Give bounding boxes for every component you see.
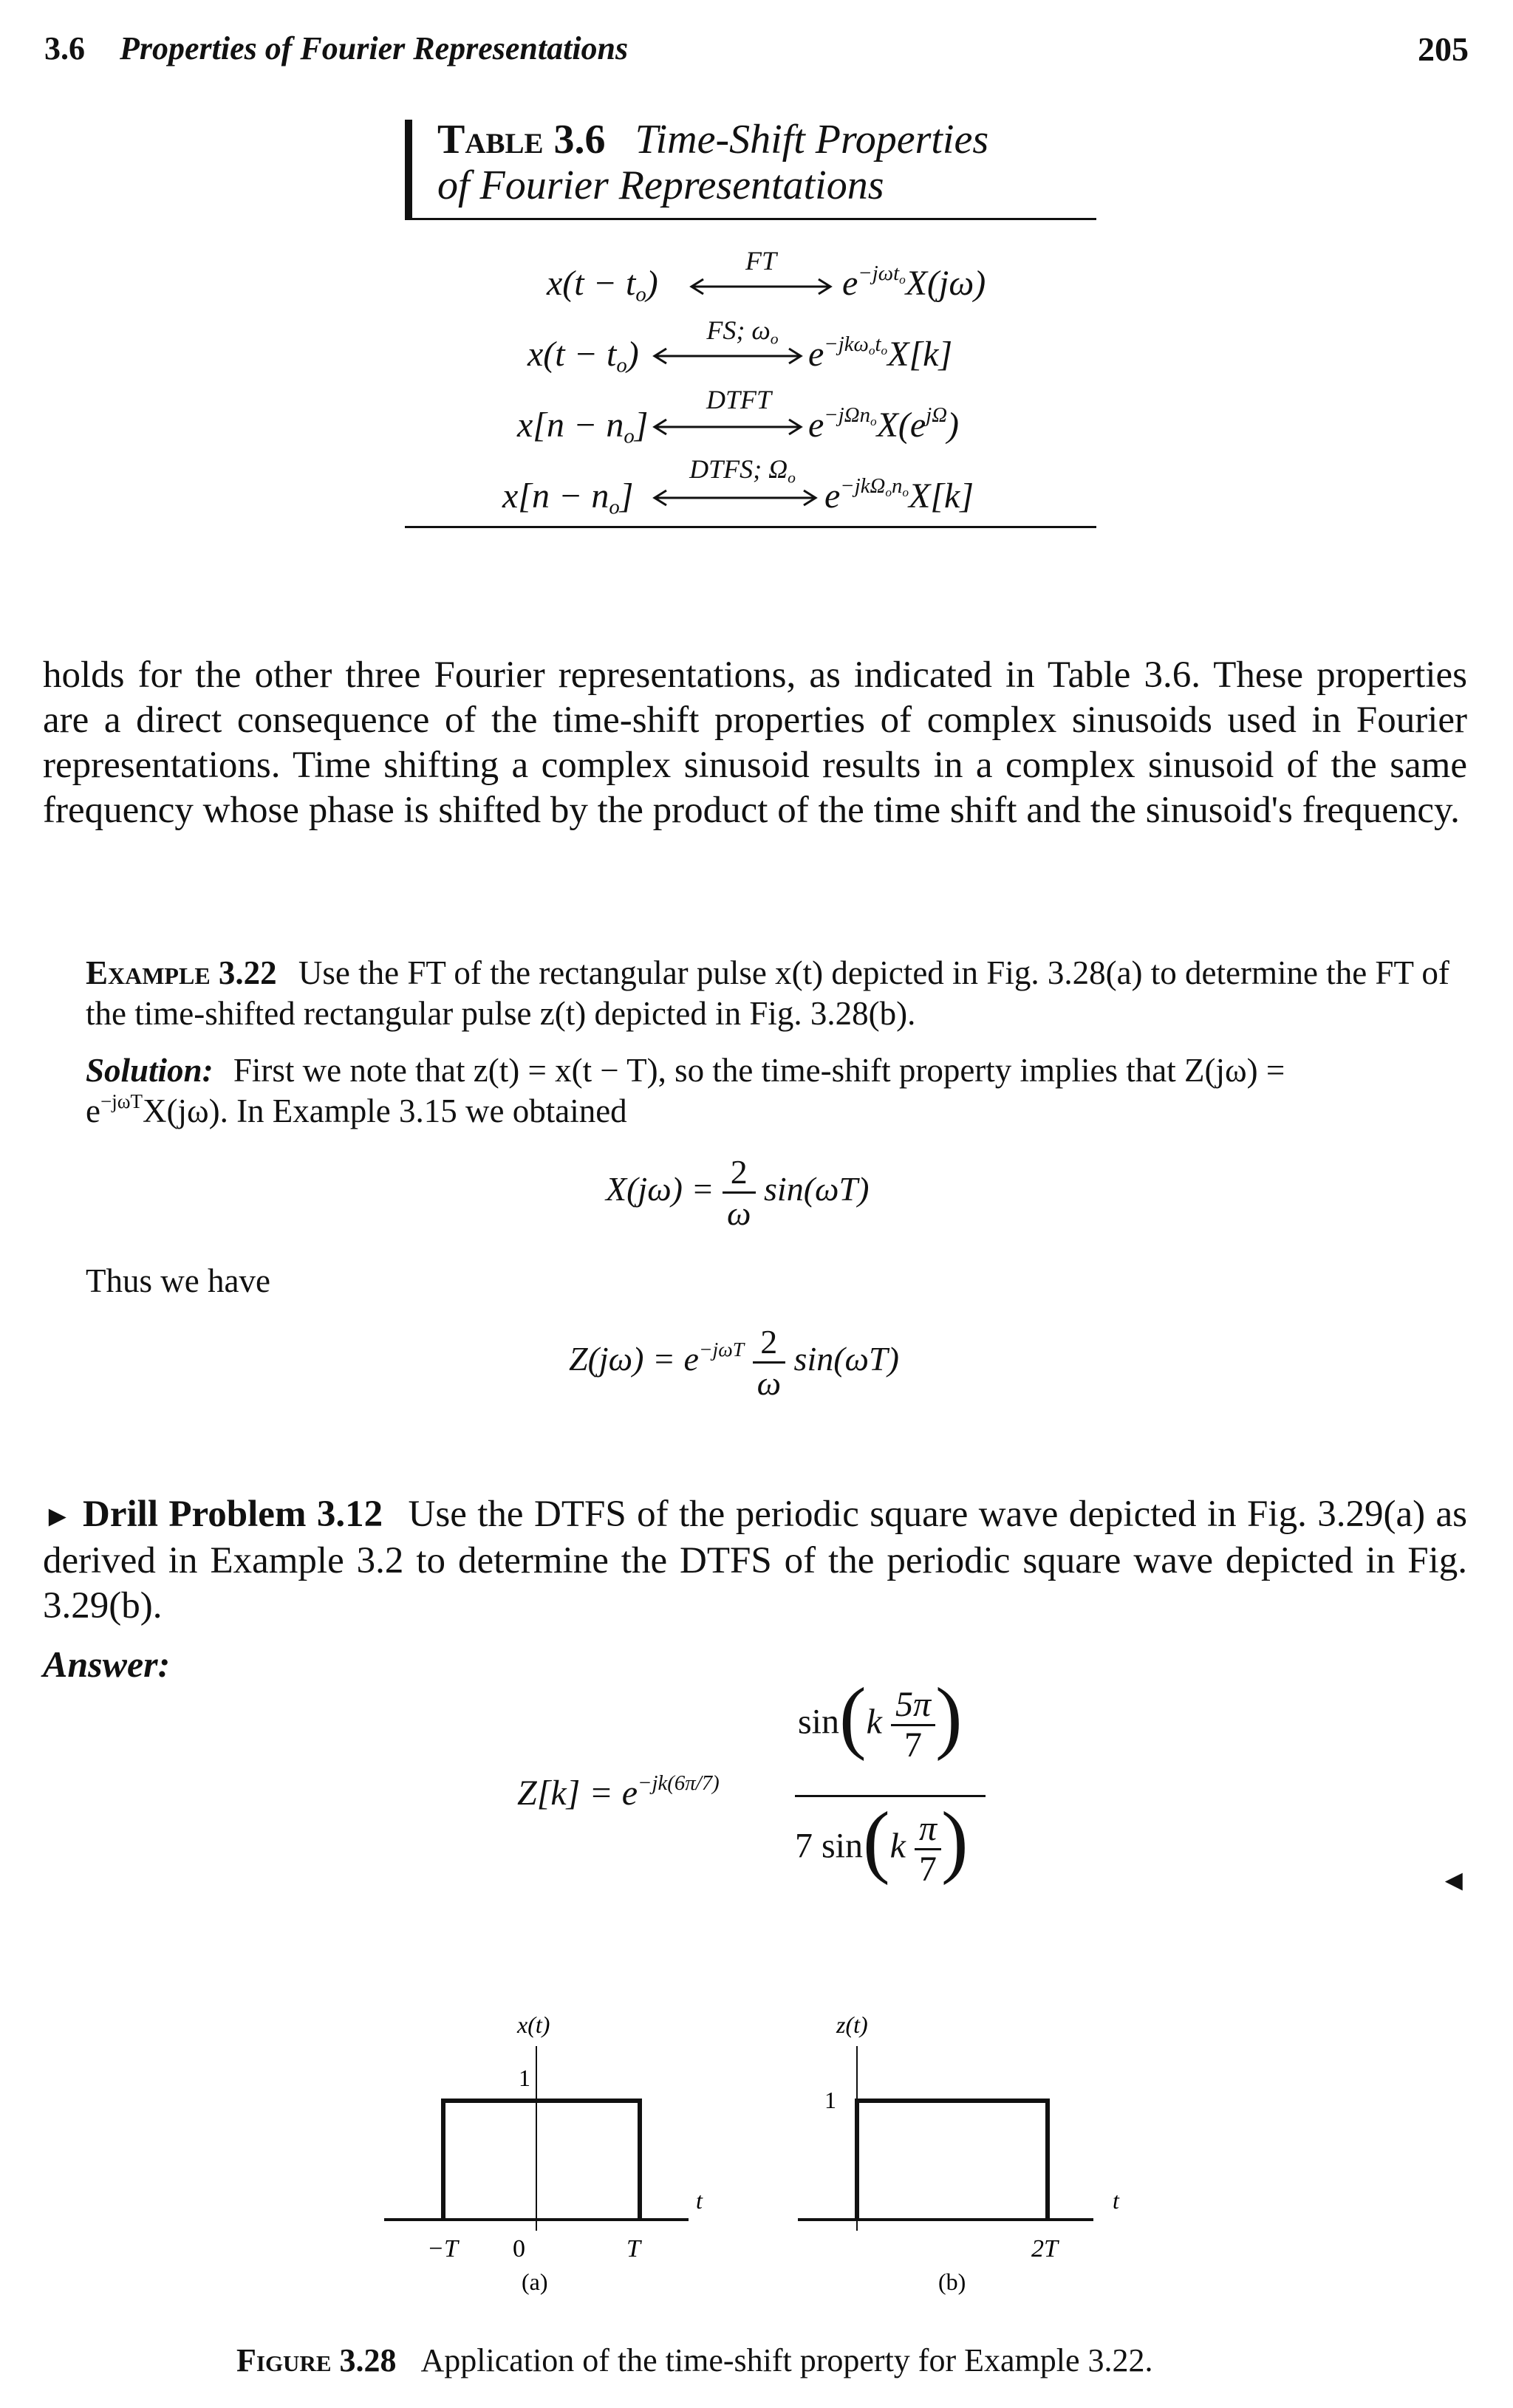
drill-label: Drill Problem 3.12 [83, 1494, 383, 1535]
double-arrow-icon [687, 278, 835, 295]
table-top-rule [405, 218, 1096, 220]
section-number: 3.6 [44, 30, 85, 66]
table-title [437, 117, 988, 208]
panel-b-xlabel: t [1113, 2187, 1119, 2214]
body-paragraph: holds for the other three Fourier representations, as indicated in Table 3.6. These properties are a direct consequence of the time-shift properties of complex sinusoids used in Fourier representations. Time shifting a complex sinusoid results in a complex sinusoid of the same frequency whose phase is shifted by the product of the time shift and the sinusoid's frequency. [43, 654, 1467, 831]
table-title-line2: of Fourier Representations [437, 163, 884, 208]
panel-b-tick-pos: 2T [1031, 2235, 1058, 2262]
panel-a-tick-zero: 0 [513, 2235, 525, 2262]
table-bottom-rule [405, 526, 1096, 528]
table-row-arrow-label: DTFS; $\Omega_o$ [689, 454, 796, 487]
table-row: $x(t - t_o)$ [527, 335, 639, 377]
drill-text: Use the DTFS of the periodic square wave depicted in Fig. 3.29(a) as derived in Example 3.2 to determine the DTFS of the periodic square wave depicted in Fig. 3.29(b). [43, 1494, 1468, 1627]
panel-a-pulse [443, 2101, 640, 2220]
table-row-arrow-label: FT [745, 246, 776, 276]
table-row-right: $e^{-jk\Omega_on_o}X[k]$ [824, 473, 974, 516]
panel-b-one: 1 [824, 2087, 836, 2113]
answer-lhs: $Z[k] = e^{-jk(6\pi/7)}$ [517, 1771, 720, 1813]
drill-problem [43, 1492, 1467, 1629]
solution-label: Solution: [86, 1052, 214, 1089]
drill-marker-icon: ► [43, 1499, 72, 1533]
example-block [86, 953, 1460, 1034]
double-arrow-icon [650, 418, 805, 436]
table-row: $x[n - n_o]$ [517, 406, 649, 448]
panel-a-xlabel: t [696, 2187, 703, 2214]
solution-block: Solution: First we note that z(t) = x(t − T), so the time-shift property implies that Z(jω) = $e^{-j\omega T}X(j\omega)$. In Example 3.15 we obtained [86, 1052, 1285, 1129]
table-label: Table 3.6 [437, 117, 606, 163]
table-title-bar [405, 120, 412, 219]
panel-a-one: 1 [519, 2065, 530, 2091]
figure-caption-label: Figure 3.28 [236, 2342, 397, 2378]
equation-x: X(jω) = $\frac{2}{\omega}$ sin(ωT) [606, 1153, 870, 1232]
figure-caption-text: Application of the time-shift property for Example 3.22. [420, 2342, 1153, 2378]
panel-a-tick-neg: −T [427, 2235, 458, 2262]
figure-3-28 [0, 1994, 1513, 2305]
panel-b-ylabel: z(t) [836, 2011, 868, 2038]
figure-panel-b [798, 2011, 1120, 2295]
panel-a-caption: (a) [522, 2268, 548, 2295]
page-number: 205 [1418, 30, 1469, 68]
panel-b-caption: (b) [938, 2268, 966, 2295]
table-title-line1: Time-Shift Properties [635, 117, 989, 163]
example-label: Example 3.22 [86, 954, 277, 991]
table-row-arrow-label: FS; $\omega_o$ [706, 315, 779, 348]
end-marker-icon: ◄ [1439, 1864, 1469, 1897]
solution-text: First we note that z(t) = x(t − T), so the time-shift property implies that Z(jω) = [233, 1052, 1285, 1089]
table-row-right: $e^{-j\Omega n_o}X(e^{j\Omega})$ [808, 403, 960, 445]
equation-z: $Z(j\omega) = e^{-j\omega T}$ $\frac{2}{\omega}$ sin(ωT) [569, 1323, 899, 1402]
double-arrow-icon [650, 347, 805, 365]
section-title: Properties of Fourier Representations [120, 30, 629, 66]
thus-text: Thus we have [86, 1262, 270, 1299]
running-header [44, 30, 628, 67]
panel-b-pulse [857, 2101, 1048, 2220]
table-row-right: $e^{-jk\omega_ot_o}X[k]$ [808, 332, 953, 374]
table-row-arrow-label: DTFT [706, 385, 772, 414]
panel-a-ylabel: x(t) [517, 2011, 550, 2038]
example-text: Use the FT of the rectangular pulse x(t) depicted in Fig. 3.28(a) to determine the FT of the time-shifted rectangular pulse z(t) depicted in Fig. 3.28(b). [86, 954, 1449, 1032]
figure-panel-a [384, 2011, 703, 2295]
table-row: $x[n - n_o]$ [502, 476, 634, 519]
figure-caption [236, 2342, 1152, 2379]
answer-label: Answer: [43, 1643, 171, 1685]
answer-numerator: sin(k $\frac{5\pi}{7}$ ) [798, 1671, 963, 1765]
table-row: $x(t - t_o)$ [547, 264, 658, 307]
panel-a-tick-pos: T [626, 2235, 641, 2262]
table-row-right: $e^{-j\omega t_o}X(j\omega)$ [842, 261, 986, 303]
answer-denominator: 7 sin(k $\frac{\pi}{7}$ ) [795, 1795, 969, 1889]
double-arrow-icon [650, 489, 820, 507]
